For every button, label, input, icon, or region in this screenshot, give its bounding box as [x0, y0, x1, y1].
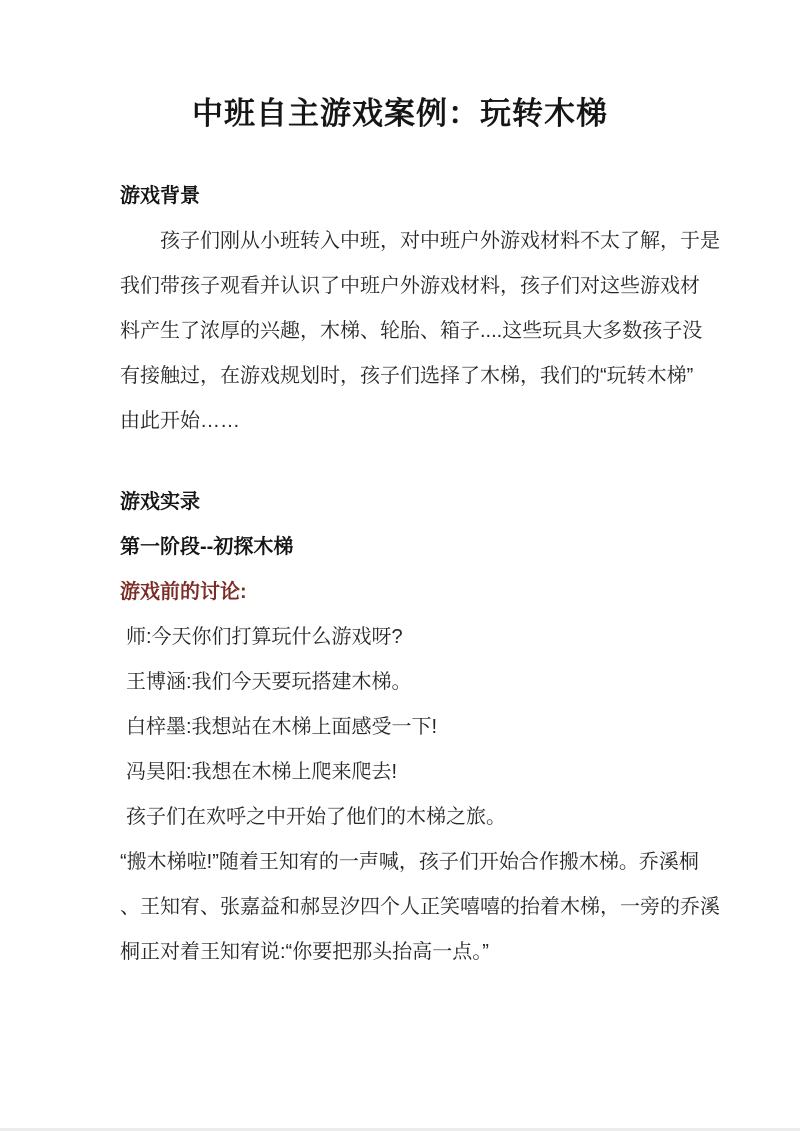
paragraph-line: 料产生了浓厚的兴趣，木梯、轮胎、箱子....这些玩具大多数孩子没	[120, 320, 703, 342]
paragraph-line: 由此开始……	[120, 410, 240, 432]
background-paragraph	[120, 219, 720, 444]
paragraph-line: 有接触过，在游戏规划时，孩子们选择了木梯，我们的“玩转木梯”	[120, 365, 694, 387]
narration-line: 孩子们在欢呼之中开始了他们的木梯之旅。	[126, 806, 506, 828]
story-paragraph	[120, 840, 720, 975]
story-line: 、王知宥、张嘉益和郝昱汐四个人正笑嘻嘻的抬着木梯，一旁的乔溪	[120, 896, 720, 918]
document-title: 中班自主游戏案例：玩转木梯	[192, 96, 608, 131]
document-body	[120, 174, 720, 975]
paragraph-line: 我们带孩子观看并认识了中班户外游戏材料，孩子们对这些游戏材	[120, 275, 700, 297]
dialogue-line-child-3: 冯昊阳:我想在木梯上爬来爬去!	[126, 761, 398, 783]
paragraph-line: 孩子们刚从小班转入中班，对中班户外游戏材料不太了解，于是	[160, 230, 720, 252]
discussion-heading: 游戏前的讨论:	[120, 581, 247, 603]
section-heading-game-record: 游戏实录	[120, 491, 200, 513]
section-heading-game-background: 游戏背景	[120, 185, 200, 207]
stage-heading: 第一阶段--初探木梯	[120, 536, 294, 558]
story-line: 桐正对着王知宥说:“你要把那头抬高一点。”	[120, 941, 489, 963]
dialogue-line-child-2: 白梓墨:我想站在木梯上面感受一下!	[126, 716, 438, 738]
story-line: “搬木梯啦!”随着王知宥的一声喊，孩子们开始合作搬木梯。乔溪桐	[120, 851, 699, 873]
dialogue-line-child-1: 王博涵:我们今天要玩搭建木梯。	[126, 671, 412, 693]
dialogue-line-teacher: 师:今天你们打算玩什么游戏呀?	[126, 626, 403, 648]
